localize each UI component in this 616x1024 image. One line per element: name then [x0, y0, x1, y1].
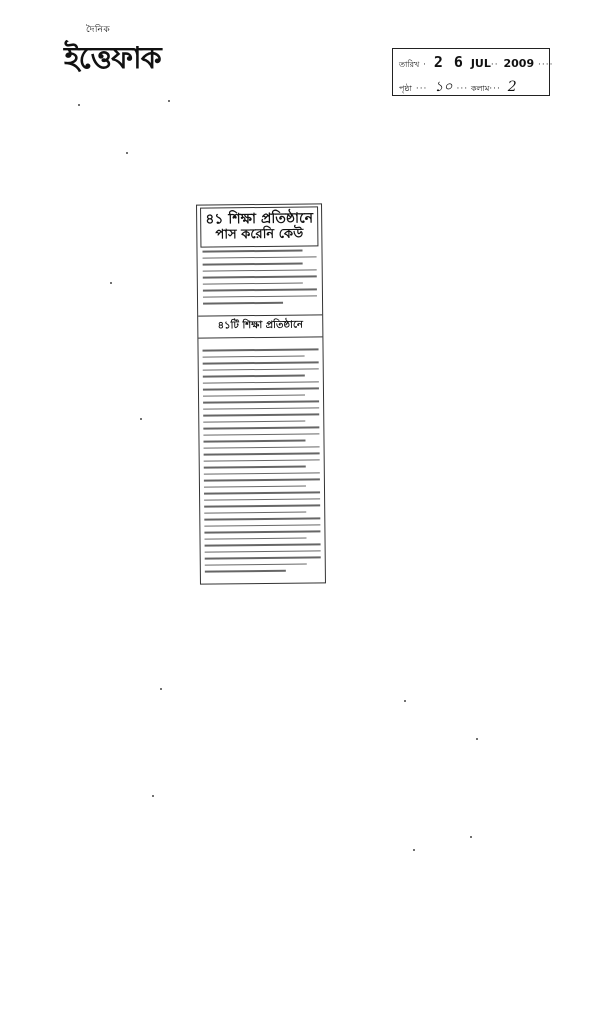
stamp-date-row: তারিখ · 2 6 JUL·· 2009 ···· [399, 53, 554, 71]
scan-speck [404, 700, 406, 702]
scan-speck [78, 104, 80, 106]
stamp-date-month: JUL [470, 57, 491, 70]
date-stamp [392, 48, 554, 96]
masthead-name: ইত্তেফাক [64, 41, 161, 76]
clipping-second-headline: ৪১টি শিক্ষা প্রতিষ্ঠানে [198, 314, 322, 338]
scan-speck [168, 100, 170, 102]
scan-speck [470, 836, 472, 838]
stamp-page-row: পৃষ্ঠা ··· ১০ ··· কলাম··· 2 [399, 79, 517, 95]
headline-line2: পাস করেনি কেউ [215, 226, 304, 243]
scan-speck [152, 795, 154, 797]
scan-speck [476, 738, 478, 740]
stamp-page-value: ১০ [434, 79, 453, 95]
scan-speck [140, 418, 142, 420]
scan-speck [160, 688, 162, 690]
scan-speck [413, 849, 415, 851]
masthead-prefix: দৈনিক [86, 25, 111, 35]
clipping-byline [198, 338, 322, 346]
clipping-headline [200, 206, 318, 247]
stamp-date-year: 2009 [503, 57, 535, 70]
stamp-column-value: 2 [507, 79, 517, 95]
headline-line1: ৪১ শিক্ষা প্রতিষ্ঠানে [205, 210, 314, 228]
clipping-body-text-top [202, 249, 317, 312]
scan-speck [126, 152, 128, 154]
newspaper-clipping [196, 203, 326, 584]
clipping-body-text [203, 348, 321, 585]
scan-speck [110, 282, 112, 284]
stamp-date-label: তারিখ [399, 60, 420, 69]
stamp-date-day: 2 6 [433, 53, 464, 71]
stamp-column-label: কলাম [470, 84, 490, 93]
stamp-page-label: পৃষ্ঠা [399, 84, 412, 93]
